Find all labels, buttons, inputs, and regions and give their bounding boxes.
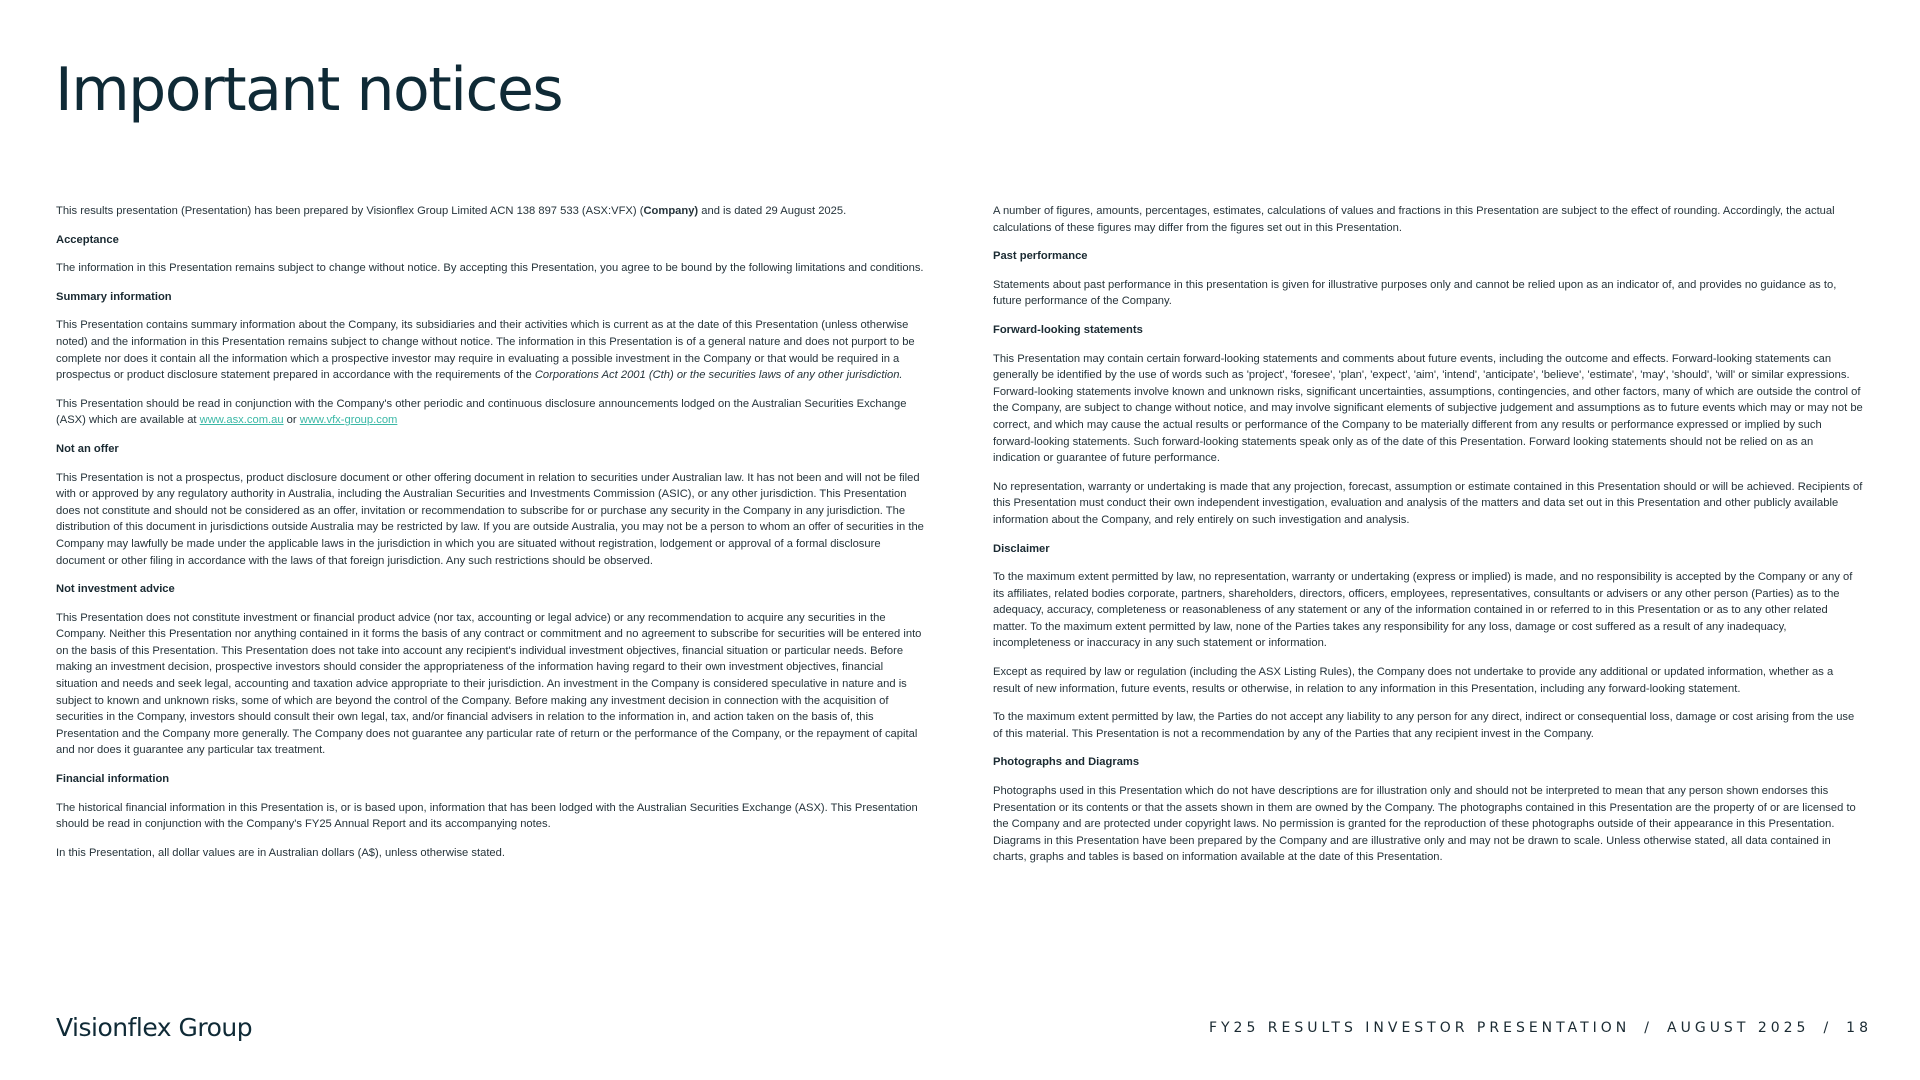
vfx-link[interactable]: www.vfx-group.com <box>299 414 398 427</box>
footer-info <box>1209 1017 1872 1039</box>
not-investment-advice-text: This Presentation does not constitute investment or financial product advice (nor tax, accounting or legal advice) or any recommendation to acquire any securities in the Company. Neither this Presentation nor anything contained in it forms the basis of any contract or commitment and no agreement to subscribe for securities will be entered into on the basis of this Presentation. This Presentation does not take into account any recipient's individual investment objectives, financial situation or particular needs. Before making an investment decision, prospective investors should consider the appropriateness of the information having regard to their own investment objectives, financial situation and needs and seek legal, accounting and taxation advice appropriate to their jurisdiction. An investment in the Company is considered speculative in nature and is subject to known and unknown risks, some of which are beyond the control of the Company. Before making any investment decision in connection with the acquisition of securities in the Company, investors should consult their own legal, tax, and/or financial advisers in relation to the information in, and action taken on the basis of, this Presentation and the Company more generally. The Company does not guarantee any particular rate of return or the performance of the Company, or the repayment of capital and nor does it guarantee any particular tax treatment. <box>56 611 922 757</box>
rounding-text: A number of figures, amounts, percentages, estimates, calculations of values and fractions in this Presentation are subject to the effect of rounding. Accordingly, the actual calculations of these figures may differ from the figures set out in this Presentation. <box>993 205 1835 234</box>
liability-text: To the maximum extent permitted by law, the Parties do not accept any liability to any person for any direct, indirect or consequential loss, damage or cost arising from the use of this material. This Presentation is not a recommendation by any of the Parties that any recipient invest in the Company. <box>993 711 1855 740</box>
page-title: Important notices <box>55 55 563 125</box>
summary-text: This Presentation contains summary information about the Company, its subsidiaries and their activities which is current as at the date of this Presentation (unless otherwise noted) and the information in this Presentation remains subject to change without notice. The information in this Presentation is of a general nature and does not purport to be complete nor does it contain all the information which a prospective investor may require in evaluating a possible investment in the Company or that would be required in a prospectus or product disclosure statement prepared in accordance with the requirements of the Corporations Act 2001 (Cth) or the securities laws of any other jurisdiction. <box>56 319 915 382</box>
footer-separator: / <box>1644 1020 1654 1036</box>
company-logo: Visionflex Group <box>56 1013 253 1042</box>
read-with-paragraph: This Presentation should be read in conjunction with the Company's other periodic and continuous disclosure announcements lodged on the Australian Securities Exchange (ASX) which are available at www.asx.com.au or www.vfx-group.com <box>56 397 907 427</box>
not-an-offer-text: This Presentation is not a prospectus, product disclosure document or other offering document in relation to securities under Australian law. It has not been and will not be filed with or approved by any regulatory authority in Australia, including the Australian Securities and Investments Commission (ASIC), or any other jurisdiction. This Presentation does not constitute and should not be considered as an offer, invitation or recommendation to subscribe for or purchase any security in the Company in any jurisdiction. The distribution of this document in jurisdictions outside Australia may be restricted by law. If you are outside Australia, you may not be a person to whom an offer of securities in the Company may lawfully be made under the applicable laws in the jurisdiction in which you are situated without registration, lodgement or approval of a formal disclosure document or other filing in accordance with the laws of that foreign jurisdiction. Any such restrictions should be observed. <box>56 471 924 567</box>
not-an-offer-heading: Not an offer <box>56 442 119 455</box>
past-performance-heading: Past performance <box>993 250 1088 263</box>
photographs-heading: Photographs and Diagrams <box>993 756 1140 769</box>
acceptance-heading: Acceptance <box>56 233 119 246</box>
financial-information-text: The historical financial information in this Presentation is, or is based upon, information that has been lodged with the Australian Securities Exchange (ASX). This Presentation should be read in conjunction with the Company's FY25 Annual Report and its accompanying notes. <box>56 801 918 831</box>
page-number: 18 <box>1846 1020 1872 1036</box>
disclaimer-text: To the maximum extent permitted by law, no representation, warranty or undertaking (express or implied) is made, and no responsibility is accepted by the Company or any of its affiliates, related bodies corporate, partners, shareholders, directors, officers, employees, representatives, consultants or advisers or any other person (Parties) as to the adequacy, accuracy, completeness or reasonableness of any statement or any of the information contained in or referred to in this Presentation or as to any other related matter. To the maximum extent permitted by law, none of the Parties takes any responsibility for any loss, damage or cost suffered as a result of any inadequacy, incompleteness or inaccuracy in any such statement or information. <box>993 571 1853 650</box>
acceptance-text: The information in this Presentation remains subject to change without notice. By accepting this Presentation, you agree to be bound by the following limitations and conditions. <box>56 262 924 275</box>
right-column <box>993 203 1863 878</box>
left-column <box>56 203 926 873</box>
financial-information-heading: Financial information <box>56 773 170 786</box>
company-term: Company) <box>643 205 699 217</box>
forward-looking-text: This Presentation may contain certain forward-looking statements and comments about future events, including the outcome and effects. Forward-looking statements can generally be identified by the use of words such as 'project', 'foresee', 'plan', 'expect', 'aim', 'intend', 'anticipate', 'believe', 'estimate', 'may', 'should', 'will' or similar expressions. Forward-looking statements involve known and unknown risks, significant uncertainties, assumptions, contingencies, and other factors, many of which are outside the control of the Company, are subject to change without notice, and may involve significant elements of subjective judgement and assumptions as to future events which may or may not be correct, and which may cause the actual results or performance of the Company to be materially different from any results or performance expressed or implied by such forward-looking statements. Such forward-looking statements speak only as of the date of this Presentation. Forward looking statements should not be relied on as an indication or guarantee of future performance. <box>993 352 1863 465</box>
dollar-values-text: In this Presentation, all dollar values are in Australian dollars (A$), unless otherwise stated. <box>56 846 505 859</box>
summary-italic: Corporations Act 2001 (Cth) or the securities laws of any other jurisdiction. <box>534 369 903 382</box>
footer-separator: / <box>1823 1020 1833 1036</box>
presentation-name: FY25 RESULTS INVESTOR PRESENTATION <box>1208 1020 1631 1036</box>
asx-link[interactable]: www.asx.com.au <box>199 414 284 427</box>
presentation-date: AUGUST 2025 <box>1667 1020 1810 1036</box>
intro-paragraph: This results presentation (Presentation) has been prepared by Visionflex Group Limited ACN 138 897 533 (ASX:VFX) (Company) and is dated 29 August 2025. <box>56 205 847 217</box>
forward-looking-heading: Forward-looking statements <box>993 323 1143 336</box>
representation-text: No representation, warranty or undertaking is made that any projection, forecast, assumption or estimate contained in this Presentation should or will be achieved. Recipients of this Presentation must conduct their own independent investigation, evaluation and analysis of the matters and data set out in this Presentation and other publicly available information about the Company, and rely entirely on such investigation and analysis. <box>993 480 1863 526</box>
disclaimer-heading: Disclaimer <box>993 542 1050 555</box>
except-text: Except as required by law or regulation (including the ASX Listing Rules), the Company does not undertake to provide any additional or updated information, whether as a result of new information, future events, results or otherwise, in relation to any information in this Presentation, including any forward-looking statement. <box>993 666 1834 695</box>
past-performance-text: Statements about past performance in this presentation is given for illustrative purposes only and cannot be relied upon as an indicator of, and provides no guidance as to, future performance of the Company. <box>993 278 1837 308</box>
not-investment-advice-heading: Not investment advice <box>56 583 175 596</box>
summary-heading: Summary information <box>56 290 172 303</box>
photographs-text: Photographs used in this Presentation which do not have descriptions are for illustration only and should not be interpreted to mean that any person shown endorses this Presentation or its contents or that the assets shown in them are owned by the Company. The photographs contained in this Presentation are the property of or are licensed to the Company and are protected under copyright laws. No permission is granted for the reproduction of these photographs outside of their appearance in this Presentation. Diagrams in this Presentation have been prepared by the Company and are illustrative only and may not be drawn to scale. Unless otherwise stated, all data contained in charts, graphs and tables is based on information available at the date of this Presentation. <box>993 785 1856 864</box>
